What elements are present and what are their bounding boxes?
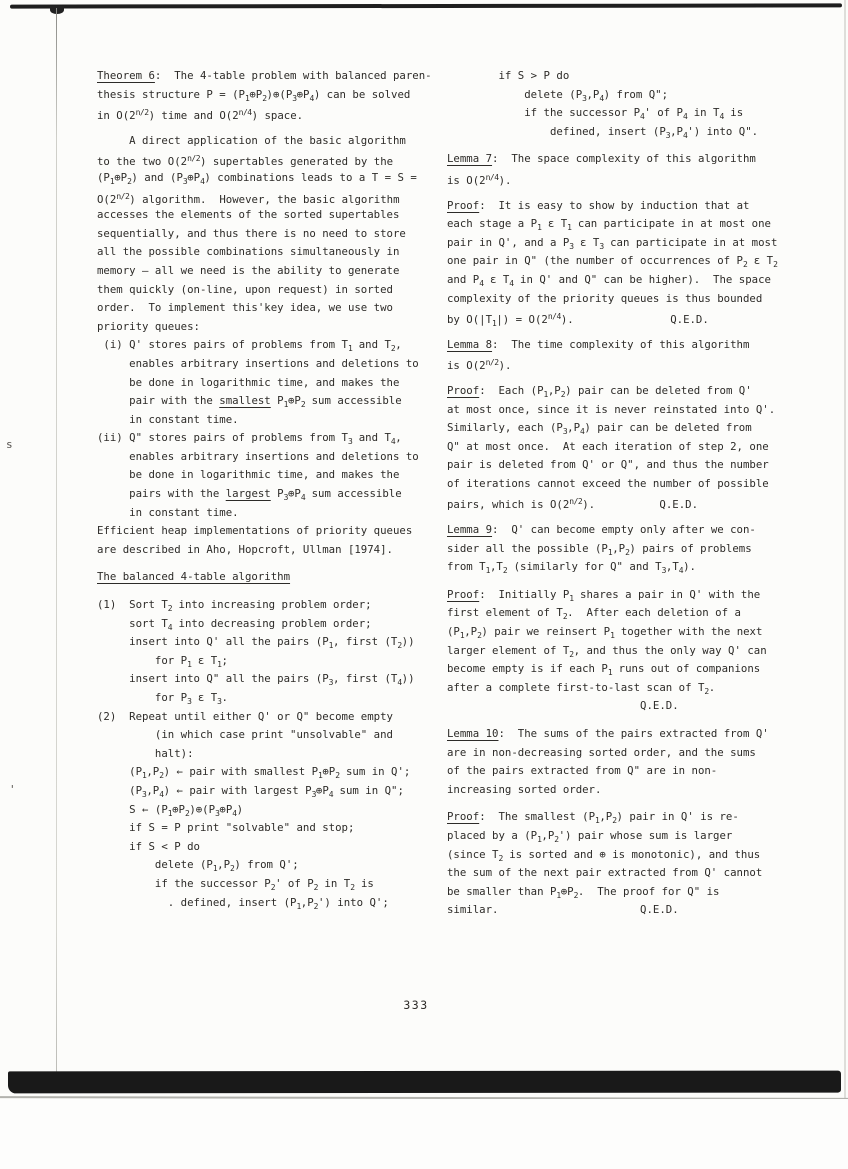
text-line: all the possible combinations simultaneously in: [97, 245, 400, 259]
text-line: after a complete first-to-last scan of $T_2$.: [447, 680, 716, 696]
scan-bottom-bar: [8, 1071, 841, 1094]
text-line: similar. Q.E.D.: [447, 903, 679, 917]
text-line: insert into Q' all the pairs ($P_1$, first $(T_2)$): [97, 635, 415, 651]
text-line: Lemma 9: Q' can become empty only after we con-: [447, 523, 756, 537]
text-line: in $O(2^{n/2})$ time and $O(2^{n/4})$ space.: [97, 108, 304, 123]
text-line: (2) Repeat until either Q' or Q" become empty: [97, 709, 393, 723]
text-line: one pair in Q" (the number of occurrences of $P_2$ ε $T_2$: [447, 254, 778, 270]
text-line: priority queues:: [97, 319, 200, 333]
text-line: pairs with the largest $P_3\oplus P_4$ sum accessible: [97, 487, 402, 503]
paragraph-gap: [447, 716, 807, 725]
text-line: Similarly, each $(P_3,P_4)$ pair can be deleted from: [447, 421, 752, 437]
text-line: S ← $(P_1\oplus P_2)\oplus(P_3\oplus P_4)$: [97, 802, 244, 818]
text-line: if S < P do: [97, 839, 200, 853]
text-line: Theorem 6: The 4-table problem with balanced paren-: [97, 69, 432, 82]
text-line: them quickly (on-line, upon request) in sorted: [97, 282, 393, 296]
text-line: of the pairs extracted from Q" are in non-: [447, 764, 718, 778]
text-line: defined, insert $(P_3,P_4')$ into Q".: [447, 124, 759, 140]
text-line: pair with the smallest $P_1\oplus P_2$ sum accessible: [97, 394, 402, 410]
text-line: Proof: It is easy to show by induction that at: [447, 198, 750, 212]
text-line: of iterations cannot exceed the number of possible: [447, 476, 769, 490]
text-line: Proof: Initially $P_1$ shares a pair in Q' with the: [447, 587, 761, 603]
text-line: sort $T_4$ into decreasing problem order;: [97, 616, 372, 632]
text-line: Q.E.D.: [447, 699, 679, 713]
text-line: first element of $T_2$. After each deletion of a: [447, 606, 741, 622]
text-line: is $O(2^{n/2})$.: [447, 358, 512, 373]
text-line: is $O(2^{n/4})$.: [447, 172, 512, 187]
text-line: larger element of $T_2$, and thus the only way Q' can: [447, 643, 767, 659]
text-line: $(P_3,P_4)$ ← pair with largest $P_3\oplus P_4$ sum in Q";: [97, 783, 404, 799]
text-line: by $O(|T_1|) = O(2^{n/4})$. Q.E.D.: [447, 312, 709, 329]
text-line: order. To implement this'key idea, we use two: [97, 301, 393, 315]
text-line: insert into Q" all the pairs ($P_3$, first $(T_4)$): [97, 672, 415, 688]
text-line: delete $(P_3,P_4)$ from Q";: [447, 87, 669, 103]
text-line: delete $(P_1,P_2)$ from Q';: [97, 858, 299, 874]
text-line: and $P_4$ ε $T_4$ in Q' and Q" can be higher). The space: [447, 272, 771, 288]
margin-mark-apostrophe: ': [9, 783, 16, 796]
text-line: enables arbitrary insertions and deletions to: [97, 449, 419, 463]
scan-ink-blot: [50, 6, 64, 14]
text-line: pair is deleted from Q' or Q", and thus the number: [447, 458, 769, 472]
text-line: in constant time.: [97, 412, 239, 426]
text-line: memory — all we need is the ability to generate: [97, 263, 400, 277]
text-line: if S = P print "solvable" and stop;: [97, 821, 355, 835]
text-line: Proof: Each $(P_1,P_2)$ pair can be deleted from Q': [447, 383, 752, 399]
text-line: (since $T_2$ is sorted and ⊕ is monotonic), and thus: [447, 847, 761, 863]
text-line: $(P_1\oplus P_2)$ and $(P_3\oplus P_4)$ combinations leads to a T = S =: [97, 170, 417, 186]
paragraph-gap: [97, 587, 445, 596]
text-line: halt):: [97, 746, 194, 760]
text-line: placed by a $(P_1,P_2')$ pair whose sum is larger: [447, 828, 733, 844]
text-line: if S > P do: [447, 69, 570, 82]
paragraph-gap: [447, 577, 807, 586]
paragraph-gap: [447, 373, 807, 382]
text-line: be done in logarithmic time, and makes the: [97, 375, 400, 389]
text-line: at most once, since it is never reinstated into Q'.: [447, 402, 776, 416]
text-line: Lemma 8: The time complexity of this algorithm: [447, 337, 750, 351]
text-line: Proof: The smallest $(P_1,P_2)$ pair in Q' is re-: [447, 810, 739, 826]
text-line: each stage a $P_1$ ε $T_1$ can participate in at most one: [447, 217, 771, 233]
text-line: $O(2^{n/2})$ algorithm. However, the basic algorithm: [97, 191, 400, 206]
text-line: sider all the possible $(P_1,P_2)$ pairs of problems: [447, 541, 752, 557]
right-column: [447, 67, 807, 920]
text-line: Q" at most once. At each iteration of step 2, one: [447, 439, 769, 453]
paragraph-gap: [447, 188, 807, 197]
paragraph-gap: [97, 559, 445, 568]
text-line: pairs, which is $O(2^{n/2})$. Q.E.D.: [447, 497, 699, 512]
text-line: if the successor $P_2'$ of $P_2$ in $T_2$ is: [97, 876, 374, 892]
page-number: 333: [403, 998, 429, 1012]
paragraph-gap: [447, 799, 807, 808]
text-line: for $P_1$ ε $T_1$;: [97, 653, 228, 669]
paragraph-gap: [447, 327, 807, 336]
left-column: [97, 67, 445, 912]
text-line: Efficient heap implementations of priority queues: [97, 524, 413, 538]
text-line: complexity of the priority queues is thus bounded: [447, 291, 763, 305]
scan-top-edge-line: [10, 3, 842, 8]
paragraph-gap: [447, 141, 807, 150]
text-line: accesses the elements of the sorted supertables: [97, 208, 400, 222]
margin-mark-s: s: [6, 438, 13, 451]
text-line: be done in logarithmic time, and makes the: [97, 468, 400, 482]
text-line: to the two $O(2^{n/2})$ supertables generated by the: [97, 154, 394, 169]
text-line: (i) Q' stores pairs of problems from $T_1$ and $T_2$,: [97, 338, 402, 354]
text-line: $(P_1,P_2)$ ← pair with smallest $P_1\oplus P_2$ sum in Q';: [97, 765, 411, 781]
paragraph-gap: [97, 123, 445, 132]
text-line: pair in Q', and a $P_3$ ε $T_3$ can participate in at most: [447, 235, 778, 251]
text-line: in constant time.: [97, 505, 239, 519]
text-line: . defined, insert $(P_1,P_2')$ into Q';: [97, 895, 389, 911]
text-line: thesis structure $P = (P_1\oplus P_2)\oplus(P_3\oplus P_4)$ can be solved: [97, 87, 411, 103]
text-line: (ii) Q" stores pairs of problems from $T_3$ and $T_4$,: [97, 431, 402, 447]
text-line: (in which case print "unsolvable" and: [97, 728, 393, 742]
text-line: are described in Aho, Hopcroft, Ullman [1974].: [97, 542, 393, 556]
text-line: Lemma 10: The sums of the pairs extracted from Q': [447, 727, 769, 740]
text-line: (1) Sort $T_2$ into increasing problem order;: [97, 598, 372, 614]
scan-bottom-strip: [0, 1099, 848, 1169]
text-line: sequentially, and thus there is no need to store: [97, 226, 406, 240]
text-line: from $T_1,T_2$ (similarly for Q" and $T_3,T_4$).: [447, 560, 696, 576]
text-line: be smaller than $P_1\oplus P_2$. The proof for Q" is: [447, 884, 720, 900]
text-line: increasing sorted order.: [447, 782, 602, 796]
text-line: The balanced 4-table algorithm: [97, 570, 291, 584]
text-line: the sum of the next pair extracted from Q' cannot: [447, 866, 763, 880]
text-line: A direct application of the basic algorithm: [97, 133, 406, 147]
text-line: Lemma 7: The space complexity of this algorithm: [447, 152, 756, 166]
text-line: enables arbitrary insertions and deletions to: [97, 356, 419, 370]
text-line: are in non-decreasing sorted order, and the sums: [447, 745, 756, 759]
text-line: if the successor $P_4'$ of $P_4$ in $T_4$ is: [447, 106, 744, 122]
text-line: $(P_1,P_2)$ pair we reinsert $P_1$ together with the next: [447, 625, 763, 641]
text-line: become empty is if each $P_1$ runs out of companions: [447, 662, 761, 678]
paragraph-gap: [447, 512, 807, 521]
text-line: for $P_3$ ε $T_3$.: [97, 691, 228, 706]
page-right-edge-shadow: [844, 0, 846, 1105]
page-fold-line: [56, 8, 57, 1093]
